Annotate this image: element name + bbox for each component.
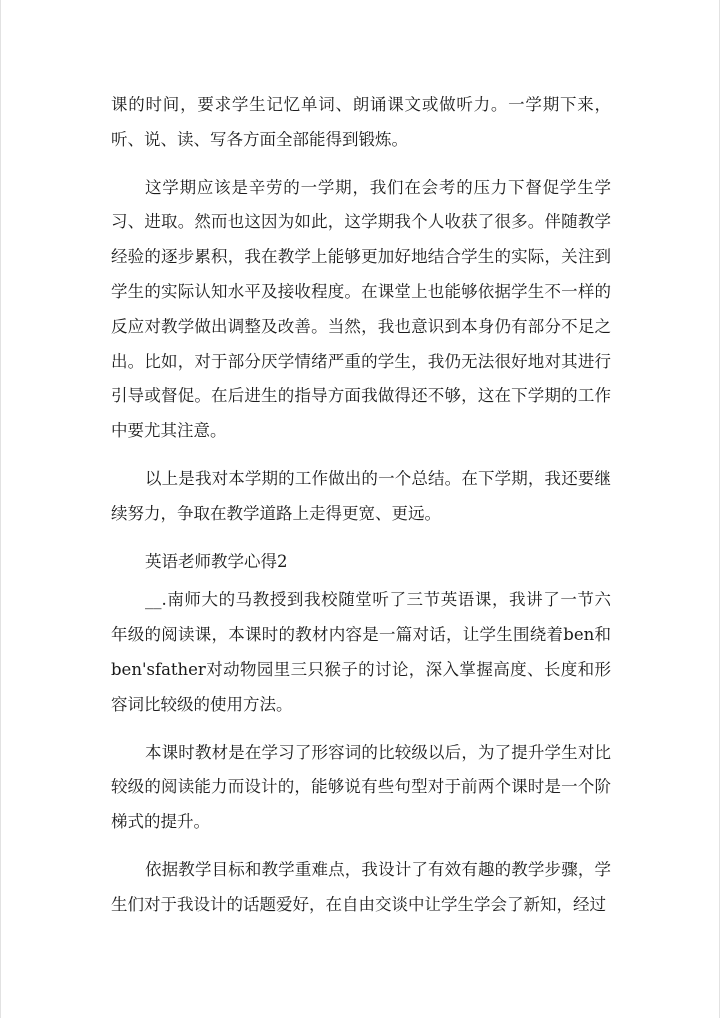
paragraph-4: __.南师大的马教授到我校随堂听了三节英语课，我讲了一节六年级的阅读课，本课时的教材内容是一篇对话，让学生围绕着ben和ben'sfather对动物园里三只猴子的讨论，深入掌握高度、长度和形容词比较级的使用方法。 xyxy=(111,590,611,714)
paragraph-3: 以上是我对本学期的工作做出的一个总结。在下学期，我还要继续努力，争取在教学道路上走得更宽、更远。 xyxy=(111,468,611,523)
paragraph-5: 本课时教材是在学习了形容词的比较级以后，为了提升学生对比较级的阅读能力而设计的，能够说有些句型对于前两个课时是一个阶梯式的提升。 xyxy=(111,742,611,832)
document-body xyxy=(111,88,611,936)
paragraph-1: 课的时间，要求学生记忆单词、朗诵课文或做听力。一学期下来，听、说、读、写各方面全部能得到锻炼。 xyxy=(111,95,611,149)
paragraph-6: 依据教学目标和教学重难点，我设计了有效有趣的教学步骤，学生们对于我设计的话题爱好，在自由交谈中让学生学会了新知，经过 xyxy=(111,859,611,914)
paragraph-2: 这学期应该是辛劳的一学期，我们在会考的压力下督促学生学习、进取。然而也这因为如此，这学期我个人收获了很多。伴随教学经验的逐步累积，我在教学上能够更加好地结合学生的实际，关注到学生的实际认知水平及接收程度。在课堂上也能够依据学生不一样的反应对教学做出调整及改善。当然，我也意识到本身仍有部分不足之出。比如，对于部分厌学情绪严重的学生，我仍无法很好地对其进行引导或督促。在后进生的指导方面我做得还不够，这在下学期的工作中要尤其注意。 xyxy=(111,177,611,441)
section-heading: 英语老师教学心得2 xyxy=(145,551,288,571)
